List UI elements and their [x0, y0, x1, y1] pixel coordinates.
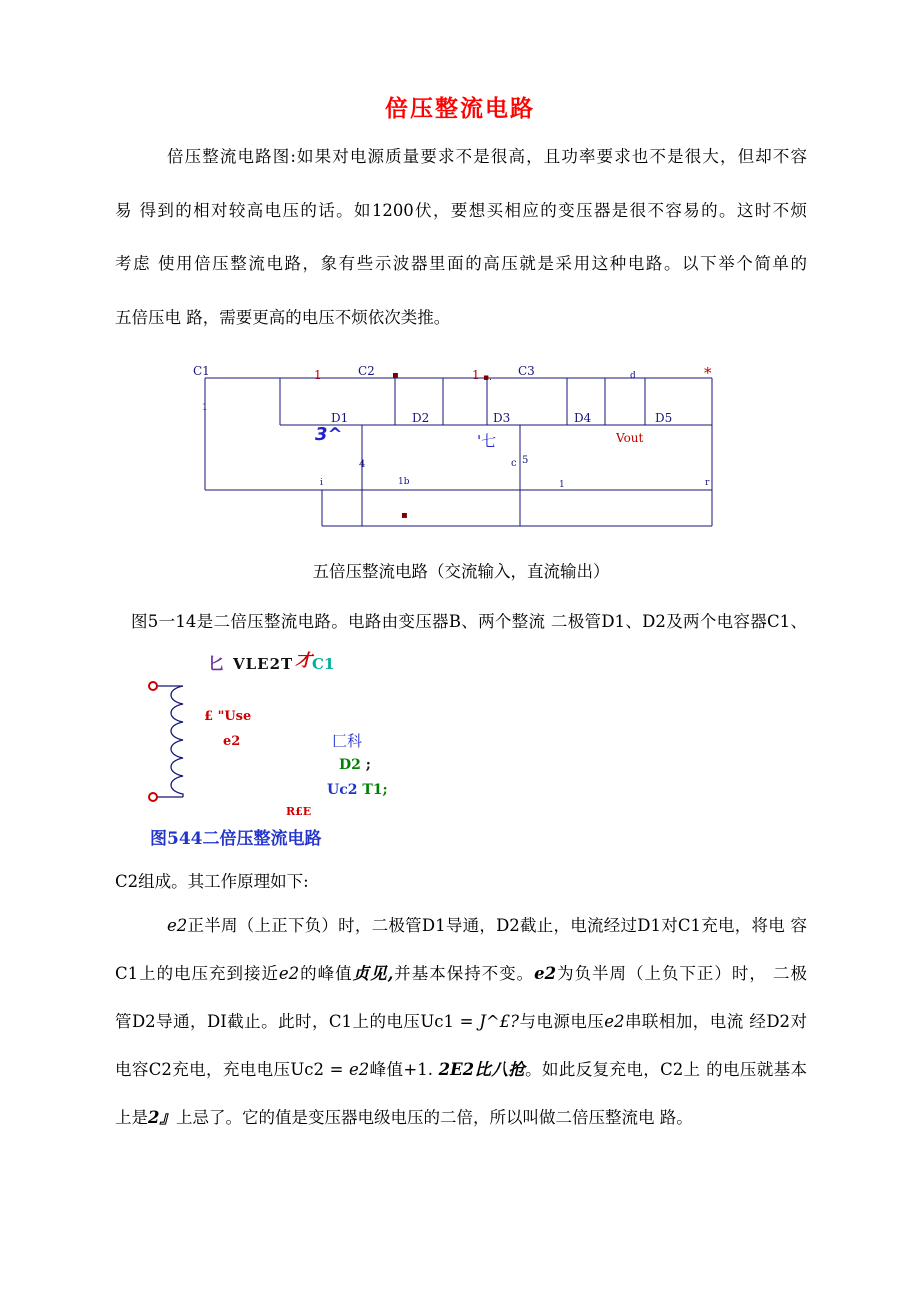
page-title: 倍压整流电路 [385, 95, 535, 122]
node-square-a: ▪ [392, 370, 399, 381]
paragraph4-line4: 电容C2充电，充电电压Uc2 = e2峰值+1. 2E2比八抢。如此反复充电，C2上 的电压就基本 [115, 1060, 807, 1079]
node-number-4: 4 [359, 459, 366, 470]
handwriting-mark-b: '七 [477, 432, 497, 450]
paragraph4-line1: e2正半周（上正下负）时，二极管D1导通，D2截止，电流经过D1对C1充电，将电 容 [167, 916, 807, 935]
node-mark-1b: 1 [472, 368, 480, 382]
diode-label-d2: D2 [412, 411, 430, 425]
diode-label-d1: D1 [331, 411, 349, 425]
tick-1b: 1b [398, 477, 410, 487]
diode-d2-text: D2 [339, 757, 361, 773]
paragraph4-line5: 上是2』上忌了。它的值是变压器电级电压的二倍，所以叫做二倍压整流电 路。 [115, 1108, 693, 1127]
paragraph1-line2: 易 得到的相对较高电压的话。如1200伏，要想买相应的变压器是很不容易的。这时不烦 [115, 201, 807, 220]
capacitor-label-c1: C1 [193, 364, 210, 378]
diode-label-d2-fig2 [339, 758, 371, 772]
diode-label-d4: D4 [574, 411, 592, 425]
vout-label: Vout [616, 431, 644, 445]
paragraph4-line2: C1上的电压充到接近e2的峰值贞见,并基本保持不变。e2为负半周（上负下正）时， 二极 [115, 964, 808, 983]
handwriting-mark-a: 3^ [315, 424, 343, 445]
handwriting-tick-red: 才 [295, 651, 312, 671]
figure1-five-stage-multiplier [0, 362, 920, 534]
tick-c: c [511, 458, 517, 469]
star-mark: * [704, 364, 712, 382]
paragraph1-line1: 倍压整流电路图:如果对电源质量要求不是很高，且功率要求也不是很大，但却不容 [167, 147, 807, 166]
paragraph1-line3: 考虑 使用倍压整流电路，象有些示波器里面的高压就是采用这种电路。以下举个简单的 [115, 254, 807, 273]
node-mark-1a: 1 [314, 368, 322, 382]
figure2-voltage-doubler [0, 648, 920, 853]
resistor-label-rfe: R£E [286, 805, 312, 818]
handwriting-stroke-purple: 匕 [208, 654, 225, 673]
node-square-c: ▪ [401, 510, 408, 521]
tick-one-left: 1 [202, 403, 208, 413]
diode-label-d3: D3 [493, 411, 511, 425]
diode-d2-punct: ; [360, 757, 371, 773]
circuit-wires-figure2 [0, 648, 920, 853]
paragraph1-line4: 五倍压电 路，需要更高的电压不烦依次类推。 [115, 308, 451, 327]
voltage-label-uc2-t1 [327, 783, 388, 797]
uc2-text: Uc2 [327, 782, 358, 798]
t1-text: T1; [357, 782, 388, 798]
use-annotation: £ "Use [204, 709, 252, 724]
paragraph3-line1: C2组成。其工作原理如下: [115, 872, 309, 891]
tick-i: i [320, 478, 323, 488]
figure1-caption: 五倍压整流电路（交流输入，直流输出） [312, 562, 610, 581]
node-square-b: ▪. [483, 373, 492, 383]
figure2-caption: 图544二倍压整流电路 [150, 829, 322, 849]
node-number-5: 5 [522, 455, 529, 466]
capacitor-label-c3: C3 [518, 364, 535, 378]
source-voltage-label-e2: e2 [223, 734, 241, 749]
transformer-model-label: VLE2T [233, 655, 294, 673]
paragraph4-line3: 管D2导通，DI截止。此时，C1上的电压Uc1 = J^£?与电源电压e2串联相加，电流 经D2对 [115, 1012, 807, 1031]
circuit-wires-figure1 [0, 362, 920, 534]
tick-d: d [630, 371, 636, 381]
tick-one-mid: 1 [559, 480, 565, 490]
capacitor-label-c2: C2 [358, 364, 375, 378]
paragraph2-line1: 图5一14是二倍压整流电路。电路由变压器B、两个整流 二极管D1、D2及两个电容器C1、 [131, 612, 807, 631]
capacitor-label-c1-fig2: C1 [312, 655, 335, 673]
diode-label-d5: D5 [655, 411, 673, 425]
annotation-blue-kuo: 匚科 [332, 732, 363, 750]
tick-r: r [705, 478, 710, 488]
